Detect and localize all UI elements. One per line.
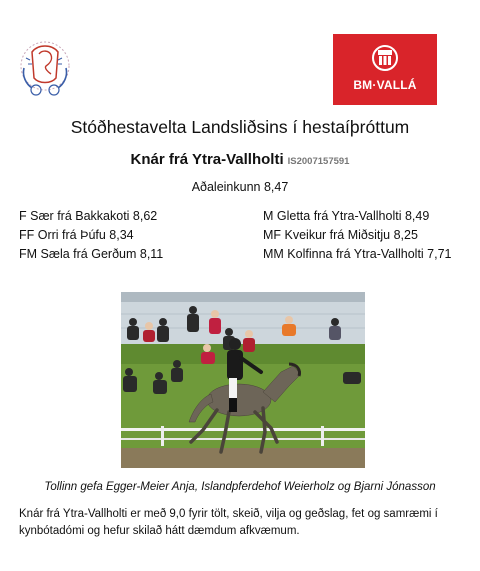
- pedigree-row: [19, 226, 467, 245]
- sire-entry: F Sær frá Bakkakoti 8,62: [19, 209, 158, 223]
- horse-name: Knár frá Ytra-Vallholti: [130, 151, 284, 168]
- dam-entry: M Gletta frá Ytra-Vallholti 8,49: [263, 209, 430, 223]
- horse-photo: [121, 292, 365, 468]
- pedigree-row: [19, 245, 467, 264]
- horse-heading: [0, 151, 480, 169]
- bm-valla-emblem-icon: [369, 44, 401, 74]
- dam-dam-entry: MM Kolfinna frá Ytra-Vallholti 7,71: [263, 247, 452, 261]
- bm-valla-sponsor-logo: [333, 34, 437, 105]
- sponsor-logo-text: BM·VALLÁ: [353, 78, 417, 92]
- federation-crest-logo: [18, 38, 72, 100]
- main-score: Aðaleinkunn 8,47: [191, 180, 289, 194]
- horse-id: IS2007157591: [287, 156, 350, 167]
- dam-sire-entry: MF Kveikur frá Miðsitju 8,25: [263, 228, 418, 242]
- pedigree-row: [19, 207, 467, 226]
- page-title: Stóðhestavelta Landsliðsins í hestaíþróttum: [70, 117, 410, 137]
- pedigree-table: [19, 207, 467, 264]
- photo-caption: Tollinn gefa Egger-Meier Anja, Islandpferdehof Weierholz og Bjarni Jónasson: [44, 481, 436, 493]
- horse-description: Knár frá Ytra-Vallholti er með 9,0 fyrir tölt, skeið, vilja og geðslag, fet og samræmi í kynbótadómi og hefur skilað hátt dæmdum afkvæmum.: [19, 508, 438, 537]
- sire-dam-entry: FM Sæla frá Gerðum 8,11: [19, 247, 164, 261]
- sire-sire-entry: FF Orri frá Þúfu 8,34: [19, 228, 134, 242]
